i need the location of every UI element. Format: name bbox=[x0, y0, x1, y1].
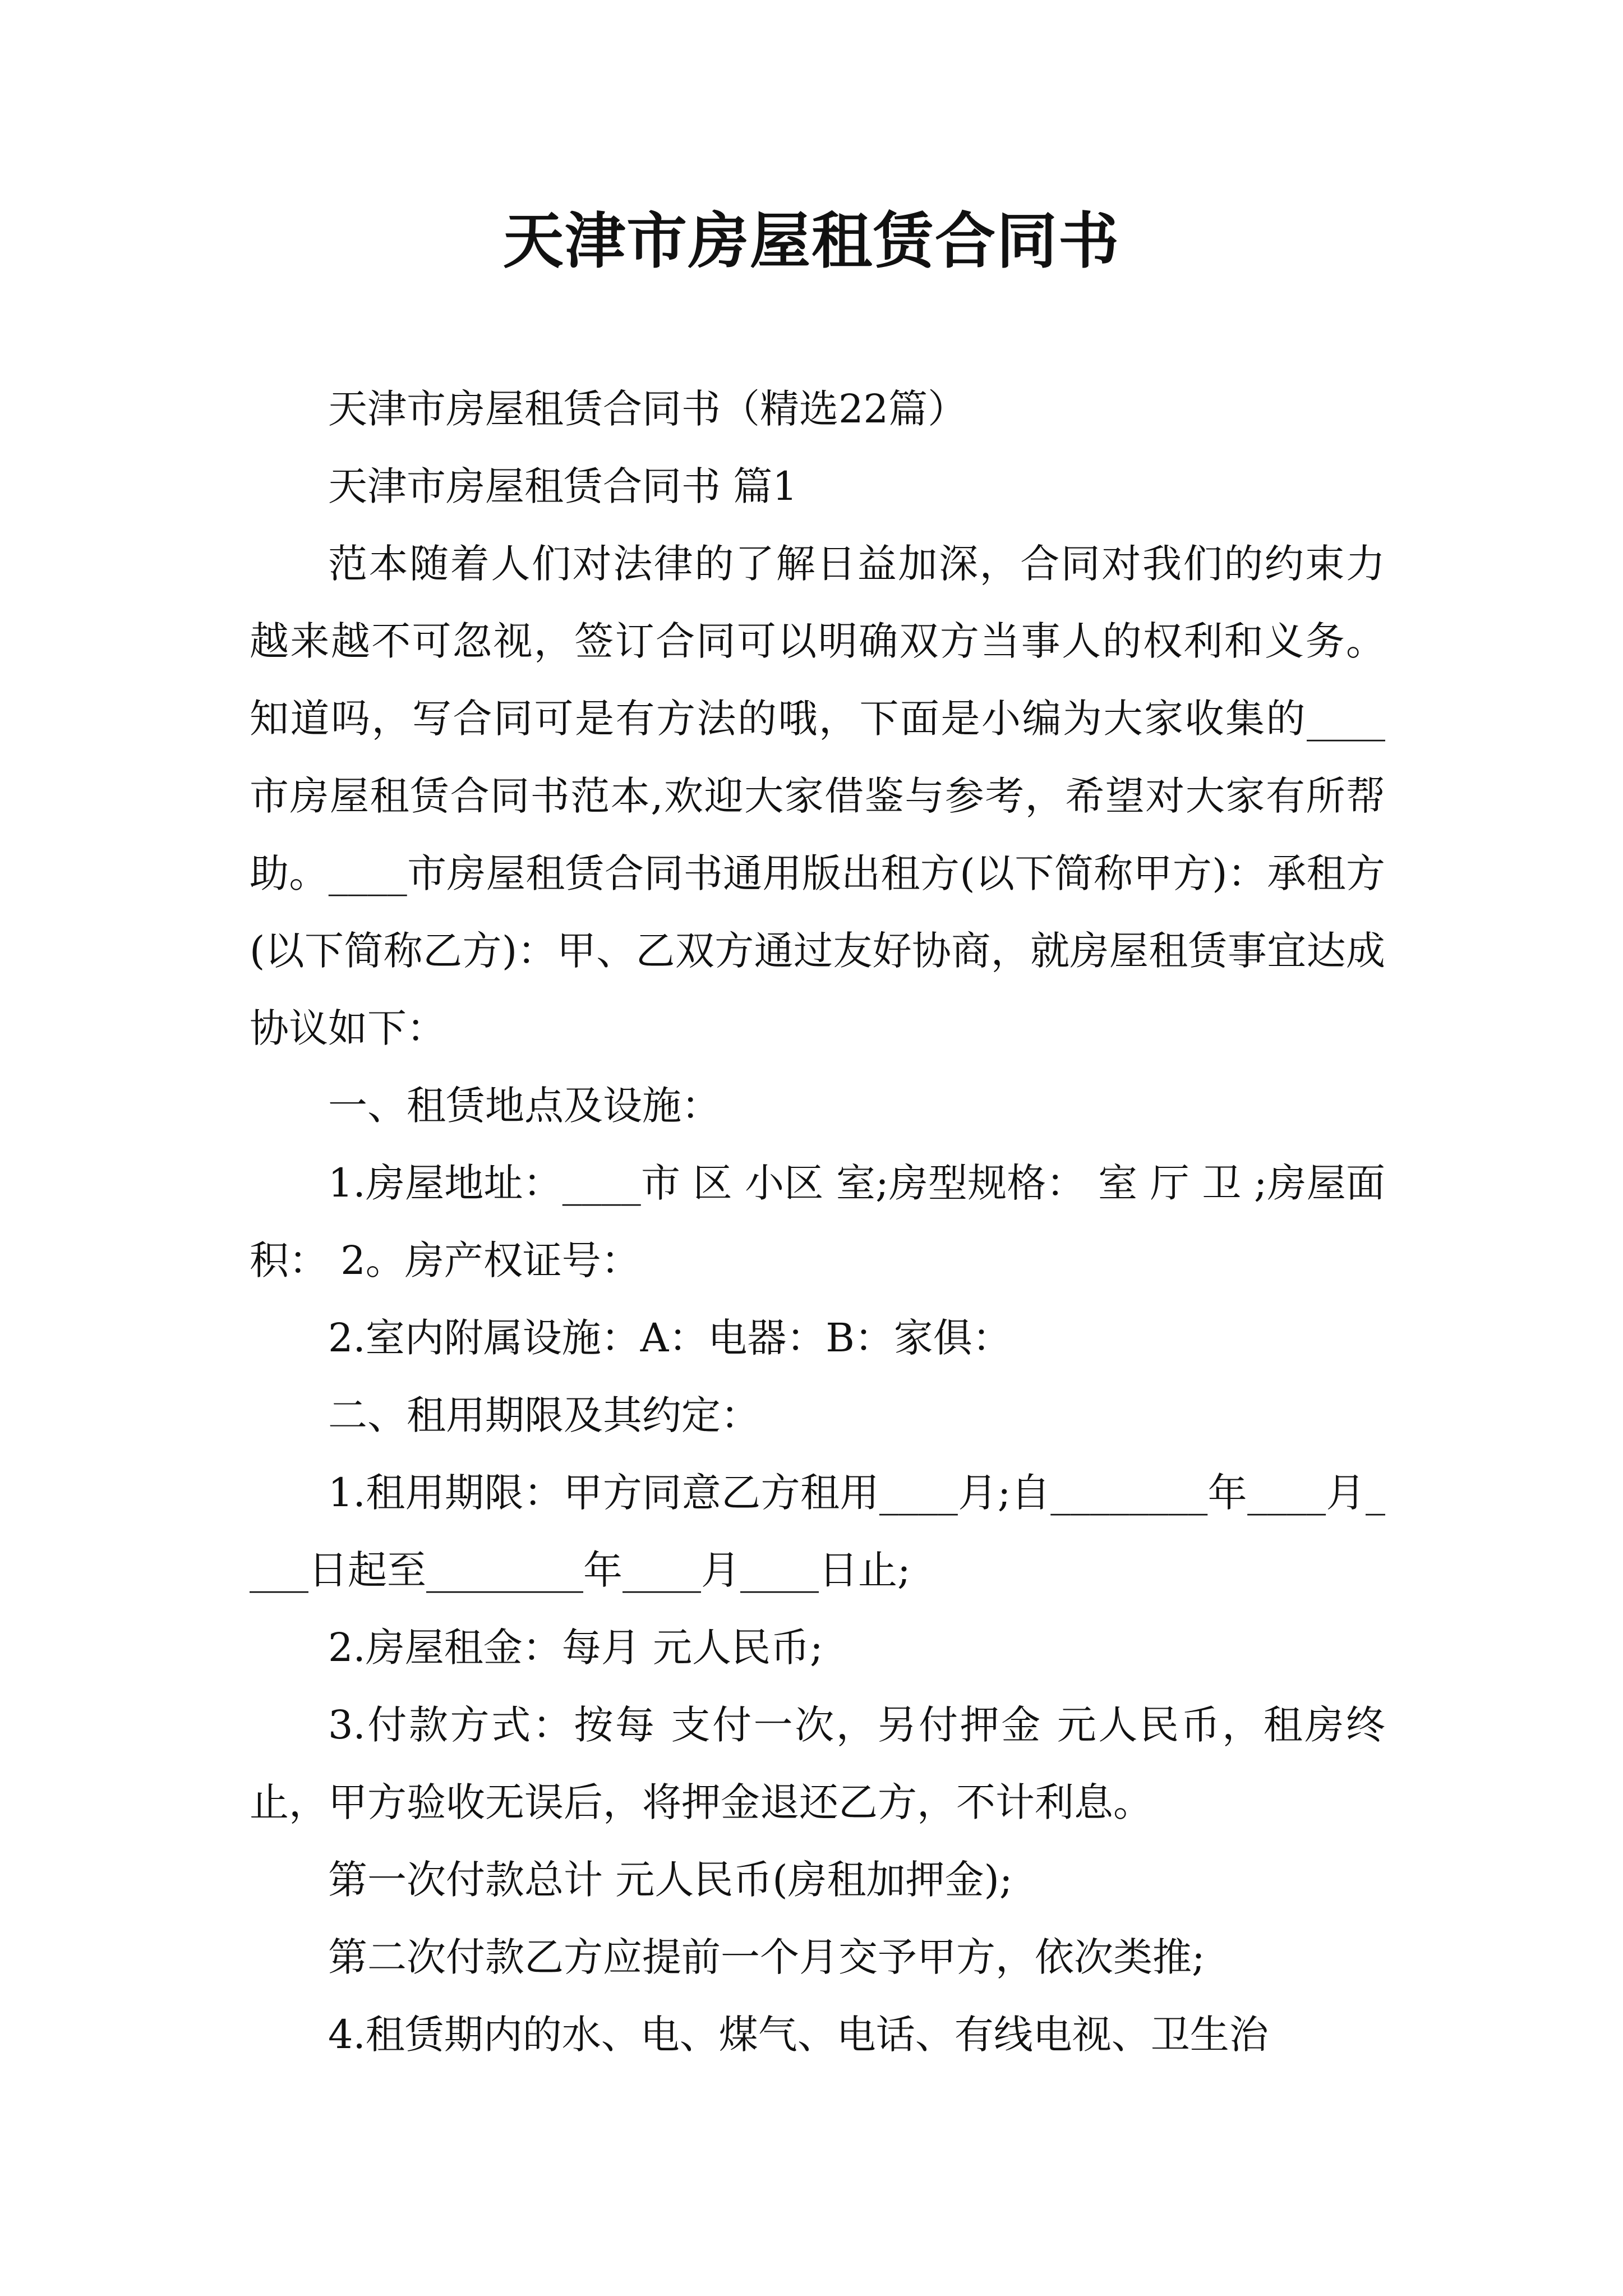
paragraph-subtitle: 天津市房屋租赁合同书（精选22篇） bbox=[328, 386, 967, 432]
paragraph-clause-1-1: 1.房屋地址：____市 区 小区 室;房型规格： 室 厅 卫 ;房屋面积： 2。房产权证号： bbox=[250, 1160, 1385, 1283]
paragraph-second-payment: 第二次付款乙方应提前一个月交予甲方，依次类推; bbox=[328, 1934, 1205, 1980]
paragraph-clause-2-2: 2.房屋租金：每月 元人民币; bbox=[328, 1625, 823, 1671]
document-body bbox=[250, 370, 1385, 2073]
document-title: 天津市房屋租赁合同书 bbox=[502, 206, 1120, 277]
paragraph-first-payment: 第一次付款总计 元人民币(房租加押金); bbox=[328, 1857, 1013, 1903]
paragraph-clause-heading-1: 一、租赁地点及设施： bbox=[328, 1083, 721, 1129]
paragraph-clause-1-2: 2.室内附属设施：A：电器：B：家俱： bbox=[328, 1315, 1012, 1361]
paragraph-clause-2-4: 4.租赁期内的水、电、煤气、电话、有线电视、卫生治 bbox=[328, 2012, 1269, 2058]
paragraph-intro: 范本随着人们对法律的了解日益加深，合同对我们的约束力越来越不可忽视，签订合同可以明确双方当事人的权利和义务。知道吗，写合同可是有方法的哦，下面是小编为大家收集的____市房屋租赁合同书范本,欢迎大家借鉴与参考，希望对大家有所帮助。____市房屋租赁合同书通用版出租方(以下简称甲方)：承租方(以下简称乙方)：甲、乙双方通过友好协商，就房屋租赁事宜达成协议如下： bbox=[250, 541, 1385, 1051]
paragraph-clause-2-1: 1.租用期限：甲方同意乙方租用____月;自________年____月____日起至________年____月____日止; bbox=[250, 1470, 1385, 1593]
paragraph-clause-heading-2: 二、租用期限及其约定： bbox=[328, 1392, 760, 1438]
paragraph-clause-2-3: 3.付款方式：按每 支付一次，另付押金 元人民币，租房终止，甲方验收无误后，将押金退还乙方，不计利息。 bbox=[250, 1702, 1385, 1825]
paragraph-section-heading: 天津市房屋租赁合同书 篇1 bbox=[328, 463, 797, 509]
